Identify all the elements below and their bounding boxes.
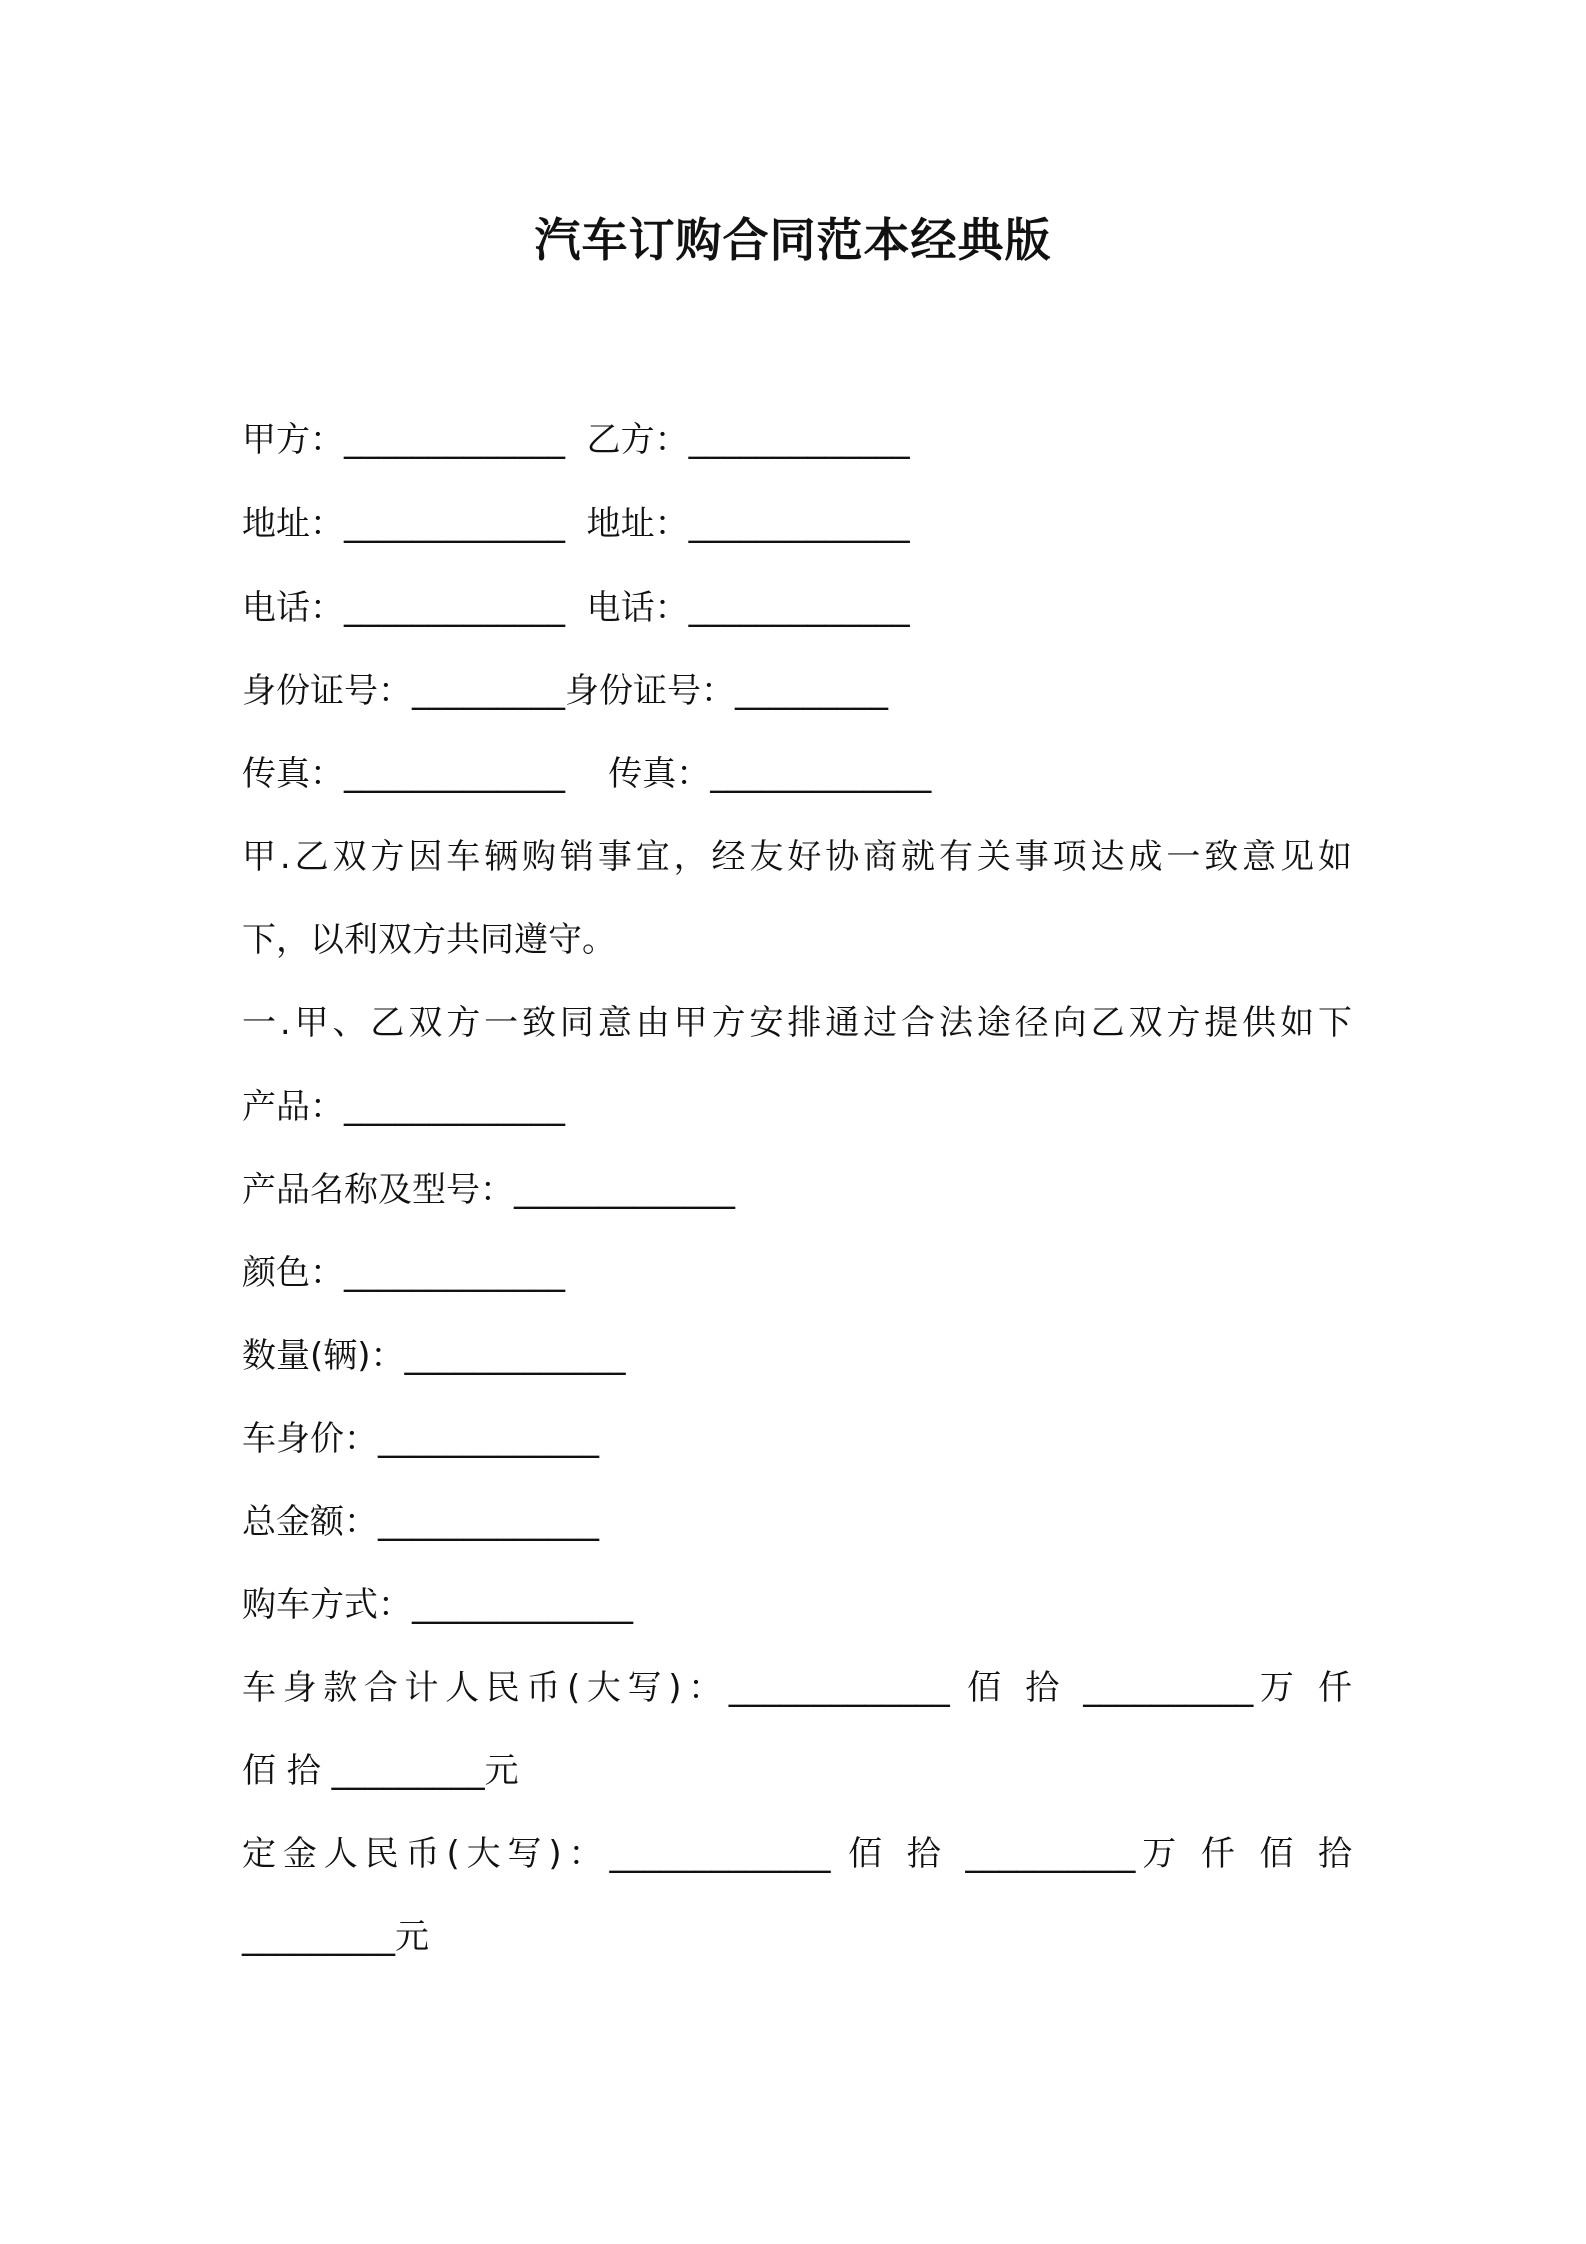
vehicle-price-line: 车身价：_____________ [242,1419,599,1459]
deposit-amount-line-2: _________元 [242,1917,429,1957]
clause-one-line: 一.甲、乙双方一致同意由甲方安排通过合法途径向乙双方提供如下 [242,1003,1352,1043]
quantity-line: 数量(辆)：_____________ [242,1336,626,1376]
party-name-line: 甲方：_____________ 乙方：_____________ [242,420,910,460]
product-model-line: 产品名称及型号：_____________ [242,1170,735,1210]
deposit-amount-line-1: 定金人民币(大写)：_____________ 佰 拾 __________万 仟 佰 拾 [242,1834,1352,1874]
id-number-line: 身份证号：_________身份证号：_________ [242,671,888,711]
total-amount-line: 总金额：_____________ [242,1502,599,1542]
document-title: 汽车订购合同范本经典版 [534,213,1052,267]
color-line: 颜色：_____________ [242,1253,565,1293]
phone-line: 电话：_____________ 电话：_____________ [242,588,910,628]
intro-paragraph-line-1: 甲.乙双方因车辆购销事宜，经友好协商就有关事项达成一致意见如 [242,837,1352,877]
purchase-method-line: 购车方式：_____________ [242,1585,633,1625]
vehicle-payment-total-line-2: 佰 拾 _________元 [242,1751,519,1791]
vehicle-payment-total-line-1: 车身款合计人民币(大写)：_____________ 佰 拾 __________万 仟 [242,1668,1352,1708]
intro-paragraph-line-2: 下，以利双方共同遵守。 [242,920,616,960]
fax-line: 传真：_____________ 传真：_____________ [242,754,932,794]
product-line: 产品：_____________ [242,1087,565,1127]
address-line: 地址：_____________ 地址：_____________ [242,504,910,544]
